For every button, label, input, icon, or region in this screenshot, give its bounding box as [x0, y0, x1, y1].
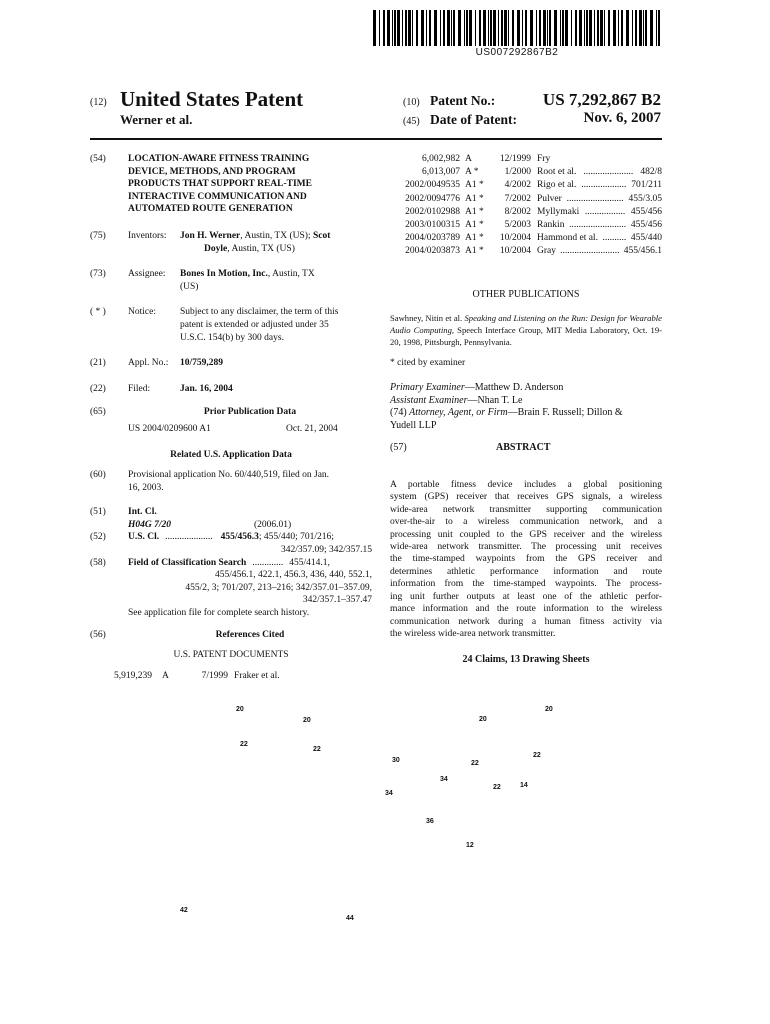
- barcode-bar: [517, 10, 520, 46]
- ref-name: Pulver: [537, 193, 562, 204]
- reference-row: [90, 670, 372, 683]
- us-cl-label: U.S. Cl.: [128, 532, 160, 543]
- primary-examiner-label: Primary Examiner: [390, 382, 465, 394]
- ref-name: Root et al.: [537, 167, 577, 178]
- reference-row: [390, 153, 662, 166]
- attorney: —Brain F. Russell; Dillon &: [507, 407, 623, 419]
- inventors-label: Inventors:: [128, 230, 167, 241]
- appl-no-value: 10/759,289: [180, 358, 224, 369]
- assignee-location: , Austin, TX: [267, 269, 315, 280]
- assistant-examiner-label: Assistant Examiner: [390, 394, 468, 406]
- barcode-bar: [493, 10, 496, 46]
- barcode-bar: [498, 10, 499, 46]
- barcode-bar: [475, 10, 476, 46]
- barcode: [373, 10, 661, 46]
- barcode-bar: [645, 10, 647, 46]
- barcode-bar: [626, 10, 629, 46]
- barcode-bar: [635, 10, 637, 46]
- field-65: [90, 406, 372, 419]
- barcode-bar: [402, 10, 403, 46]
- barcode-bar: [571, 10, 572, 46]
- ref-numeral: 22: [471, 760, 479, 767]
- field-60: [90, 469, 372, 494]
- leader-dots: ........................: [566, 193, 624, 204]
- date-label: Date of Patent:: [430, 112, 517, 127]
- ref-date: 7/2002: [504, 193, 531, 204]
- us-cl-line2: 342/357.09; 342/357.15: [280, 545, 372, 556]
- invention-title: [128, 153, 312, 216]
- field-code: (58): [90, 557, 106, 568]
- leader-dots: .........................: [560, 246, 620, 257]
- doc-code-10: (10): [403, 97, 420, 108]
- int-cl-row: [90, 519, 372, 532]
- abstract-line: communication network during a human fitness activity via: [390, 615, 662, 627]
- assignee-country: (US): [180, 281, 199, 292]
- attorney-label: Attorney, Agent, or Firm: [409, 407, 508, 419]
- inventor-name: Jon H. Werner: [180, 230, 241, 241]
- leader-dots: .....................: [583, 167, 634, 178]
- ref-date: 10/2004: [499, 233, 531, 244]
- barcode-bar: [426, 10, 427, 46]
- barcode-bar: [613, 10, 616, 46]
- reference-row: [390, 206, 662, 219]
- ref-class: 455/3.05: [628, 193, 662, 204]
- int-cl-class: H04G 7/20: [128, 519, 172, 530]
- ref-numeral: 20: [236, 706, 244, 713]
- field-code: (21): [90, 358, 106, 369]
- leader-dots: ..........: [602, 233, 627, 244]
- notice-label: Notice:: [128, 307, 156, 318]
- abstract-heading-row: [390, 442, 662, 455]
- field-code: (57): [390, 442, 407, 454]
- ref-numeral: 22: [533, 752, 541, 759]
- ref-class: 455/456.1: [623, 246, 662, 257]
- barcode-bar: [536, 10, 537, 46]
- ref-number: 2004/0203789: [405, 233, 460, 244]
- title-line: AUTOMATED ROUTE GENERATION: [128, 204, 293, 215]
- references-heading: References Cited: [215, 629, 285, 640]
- ref-kind: A: [162, 670, 169, 681]
- ref-date: 12/1999: [499, 154, 531, 164]
- barcode-bar: [447, 10, 450, 46]
- abstract-line: ing unit further outputs at least one of the athletic perfor-: [390, 590, 662, 602]
- barcode-bar: [522, 10, 523, 46]
- assistant-examiner: —Nhan T. Le: [467, 394, 523, 406]
- related-data-heading: Related U.S. Application Data: [170, 449, 292, 460]
- barcode-bar: [586, 10, 588, 46]
- inventors-short: Werner et al.: [120, 112, 193, 127]
- field-22: [90, 383, 372, 396]
- barcode-bar: [530, 10, 533, 46]
- ref-numeral: 42: [180, 907, 188, 914]
- search-field-label: Field of Classification Search: [128, 557, 247, 568]
- title-line: INTERACTIVE COMMUNICATION AND: [128, 191, 307, 202]
- ref-kind: A *: [465, 167, 479, 178]
- barcode-bar: [594, 10, 595, 46]
- reference-row: [390, 179, 662, 192]
- barcode-bar: [490, 10, 492, 46]
- barcode-bar: [383, 10, 385, 46]
- field-code: (60): [90, 470, 106, 481]
- ref-kind: A: [465, 154, 472, 164]
- field-58: [90, 557, 372, 570]
- leader-dots: ....................: [165, 532, 213, 543]
- ref-number: 2003/0100315: [405, 219, 460, 230]
- barcode-bar: [604, 10, 605, 46]
- barcode-bar: [562, 10, 564, 46]
- inventor-name: Scot: [312, 230, 331, 241]
- ref-kind: A1 *: [465, 233, 484, 244]
- barcode-bar: [621, 10, 623, 46]
- abstract-line: information from the time-stamped waypoints. The process-: [390, 578, 662, 590]
- leader-dots: .................: [584, 206, 626, 217]
- barcode-bar: [560, 10, 561, 46]
- barcode-bars: [373, 10, 661, 46]
- field-code: (51): [90, 507, 106, 518]
- barcode-bar: [451, 10, 452, 46]
- barcode-bar: [466, 10, 468, 46]
- barcode-bar: [479, 10, 481, 46]
- barcode-bar: [429, 10, 431, 46]
- ref-number: 2002/0049535: [405, 180, 460, 191]
- ref-name: Hammond et al.: [537, 233, 598, 244]
- leader-dots: ........................: [569, 219, 627, 230]
- barcode-bar: [547, 10, 548, 46]
- ref-numeral: 14: [520, 782, 528, 789]
- notice-text: [180, 306, 338, 344]
- ref-date: 7/1999: [201, 670, 228, 681]
- field-73: [90, 268, 372, 293]
- doc-code-45: (45): [403, 116, 420, 127]
- assignee-value: [180, 268, 315, 293]
- barcode-bar: [539, 10, 541, 46]
- ref-numeral: 30: [392, 757, 400, 764]
- barcode-bar: [600, 10, 603, 46]
- abstract-line: system (GPS) receiver that receives GPS signals, a wireless: [390, 491, 662, 503]
- search-field-line: 455/2, 3; 701/207, 213–216; 342/357.01–357.09,: [185, 582, 372, 593]
- barcode-bar: [440, 10, 441, 46]
- ref-name: Rigo et al.: [537, 180, 577, 191]
- field-75: [90, 230, 372, 255]
- doc-code-12: (12): [90, 97, 107, 108]
- barcode-bar: [453, 10, 455, 46]
- ref-numeral: 12: [466, 842, 474, 849]
- barcode-bar: [421, 10, 424, 46]
- ref-numeral: 22: [313, 746, 321, 753]
- ref-numeral: 36: [426, 818, 434, 825]
- barcode-bar: [397, 10, 400, 46]
- attorney-line2: Yudell LLP: [390, 419, 437, 431]
- ref-numeral: 22: [493, 784, 501, 791]
- filed-value: Jan. 16, 2004: [180, 383, 233, 394]
- inventor-location: , Austin, TX (US);: [240, 230, 313, 241]
- ref-number: 2002/0094776: [405, 193, 460, 204]
- ref-kind: A1 *: [465, 246, 484, 257]
- abstract-line: wide-area network transmitter. The processing unit receives: [390, 541, 662, 553]
- barcode-bar: [554, 10, 557, 46]
- prior-pub-heading: Prior Publication Data: [203, 407, 297, 418]
- barcode-bar: [597, 10, 599, 46]
- abstract-line: the time-stamped waypoints from the GPS receiver and: [390, 553, 662, 565]
- us-cl-primary: 455/456.3: [220, 532, 259, 543]
- barcode-bar: [387, 10, 390, 46]
- barcode-bar: [618, 10, 619, 46]
- ref-date: 4/2002: [504, 180, 531, 191]
- barcode-bar: [512, 10, 514, 46]
- abstract-line: over-the-air to a wireless communication network, and a: [390, 516, 662, 528]
- inventor-name: Doyle: [204, 243, 228, 254]
- barcode-bar: [525, 10, 527, 46]
- abstract-line: determines athletic performance information and route: [390, 565, 662, 577]
- ref-kind: A1 *: [465, 180, 484, 191]
- abstract-text: [390, 479, 662, 640]
- prior-pub-row: [90, 423, 372, 436]
- other-publications-heading: OTHER PUBLICATIONS: [472, 288, 580, 300]
- barcode-bar: [412, 10, 413, 46]
- field-21: [90, 357, 372, 370]
- field-56: [90, 629, 372, 642]
- prior-pub-date: Oct. 21, 2004: [286, 423, 338, 434]
- patent-title: United States Patent: [120, 87, 304, 111]
- ref-date: 5/2003: [504, 219, 531, 230]
- left-column: [90, 153, 372, 682]
- barcode-bar: [639, 10, 642, 46]
- title-line: LOCATION-AWARE FITNESS TRAINING: [128, 154, 310, 164]
- reference-list: [390, 153, 662, 259]
- examiners: [390, 382, 662, 432]
- field-code: (73): [90, 269, 106, 280]
- provisional-text: [128, 469, 329, 494]
- ref-name: Fraker et al.: [234, 670, 280, 681]
- barcode-bar: [508, 10, 509, 46]
- barcode-bar: [656, 10, 657, 46]
- ref-numeral: 44: [346, 915, 354, 922]
- provisional-line: Provisional application No. 60/440,519, filed on Jan.: [128, 470, 330, 481]
- barcode-bar: [434, 10, 437, 46]
- barcode-bar: [584, 10, 585, 46]
- field-54: [90, 153, 372, 216]
- patent-date: Nov. 6, 2007: [583, 110, 661, 126]
- field-code: (52): [90, 532, 106, 543]
- abstract-line: A portable fitness device includes a global positioning: [390, 479, 662, 491]
- notice-line: Subject to any disclaimer, the term of this: [180, 307, 339, 318]
- ref-class: 701/211: [631, 180, 662, 191]
- barcode-bar: [458, 10, 461, 46]
- ref-number: 6,002,982: [422, 154, 460, 164]
- field-52: [90, 531, 372, 544]
- barcode-bar: [483, 10, 486, 46]
- barcode-bar: [650, 10, 653, 46]
- leader-dots: .............: [252, 557, 284, 568]
- ref-numeral: 22: [240, 741, 248, 748]
- barcode-bar: [608, 10, 610, 46]
- abstract-line: mance information and the route information to the wireless: [390, 603, 662, 615]
- ref-class: 455/456: [630, 206, 662, 217]
- reference-row: [390, 245, 662, 258]
- ref-numeral: 34: [385, 790, 393, 797]
- ref-name: Myllymaki: [537, 206, 580, 217]
- notice-line: U.S.C. 154(b) by 300 days.: [180, 332, 284, 343]
- ref-kind: A1 *: [465, 219, 484, 230]
- representative-figure: [0, 695, 770, 1024]
- patent-number: US 7,292,867 B2: [542, 90, 661, 109]
- notice-line: patent is extended or adjusted under 35: [180, 319, 329, 330]
- us-patent-docs-heading: U.S. PATENT DOCUMENTS: [173, 650, 289, 661]
- ref-numeral: 20: [303, 717, 311, 724]
- reference-row: [390, 232, 662, 245]
- us-cl-secondary: ; 455/440; 701/216;: [258, 532, 334, 543]
- reference-row: [390, 193, 662, 206]
- field-code: ( * ): [90, 307, 106, 318]
- ref-date: 10/2004: [499, 246, 531, 257]
- barcode-bar: [443, 10, 445, 46]
- barcode-bar: [575, 10, 577, 46]
- search-field-line: 455/414.1,: [289, 557, 330, 568]
- barcode-bar: [379, 10, 380, 46]
- reference-row: [390, 166, 662, 179]
- barcode-bar: [543, 10, 546, 46]
- barcode-bar: [565, 10, 568, 46]
- ref-kind: A1 *: [465, 193, 484, 204]
- reference-row: [390, 219, 662, 232]
- title-line: DEVICE, METHODS, AND PROGRAM: [128, 166, 296, 177]
- ref-numeral: 34: [440, 776, 448, 783]
- filed-label: Filed:: [128, 383, 151, 394]
- barcode-bar: [469, 10, 472, 46]
- ref-numeral: 20: [479, 716, 487, 723]
- provisional-line: 16, 2003.: [128, 482, 164, 493]
- int-cl-year: (2006.01): [254, 519, 292, 530]
- barcode-bar: [416, 10, 418, 46]
- right-column: [390, 153, 662, 667]
- ref-name: Gray: [537, 246, 556, 257]
- assignee-name: Bones In Motion, Inc.: [180, 269, 268, 280]
- ref-class: 482/8: [640, 167, 662, 178]
- field-code: (22): [90, 383, 106, 394]
- barcode-bar: [579, 10, 582, 46]
- field-code: (65): [90, 407, 106, 418]
- ref-number: 2004/0203873: [405, 246, 460, 257]
- barcode-bar: [405, 10, 407, 46]
- appl-no-label: Appl. No.:: [128, 358, 169, 369]
- barcode-number: US007292867B2: [475, 47, 559, 58]
- claims-summary: 24 Claims, 13 Drawing Sheets: [462, 654, 590, 666]
- cited-by-examiner: * cited by examiner: [390, 358, 466, 369]
- barcode-bar: [501, 10, 503, 46]
- pub-title: Speaking and Listening on the Run: Design for Wearable Audio Computing: [390, 313, 662, 335]
- primary-examiner: —Matthew D. Anderson: [464, 382, 564, 394]
- barcode-bar: [632, 10, 633, 46]
- barcode-bar: [658, 10, 660, 46]
- ref-date: 1/2000: [504, 167, 531, 178]
- ref-class: 455/456: [630, 219, 662, 230]
- ref-kind: A1 *: [465, 206, 484, 217]
- ref-numeral: 20: [545, 706, 553, 713]
- ref-number: 6,013,007: [422, 167, 460, 178]
- barcode-bar: [643, 10, 644, 46]
- abstract-heading: ABSTRACT: [496, 442, 551, 454]
- title-line: PRODUCTS THAT SUPPORT REAL-TIME: [128, 179, 312, 190]
- field-code: (56): [90, 629, 106, 640]
- patent-no-label: Patent No.:: [430, 93, 496, 108]
- barcode-bar: [394, 10, 396, 46]
- ref-name: Fry: [537, 154, 551, 164]
- barcode-bar: [392, 10, 393, 46]
- barcode-bar: [464, 10, 465, 46]
- barcode-bar: [504, 10, 507, 46]
- ref-date: 8/2002: [504, 206, 531, 217]
- ref-class: 455/440: [630, 233, 662, 244]
- search-history-note: See application file for complete search history.: [128, 608, 310, 619]
- header-rule: [90, 138, 662, 140]
- leader-dots: [550, 153, 662, 166]
- field-notice: [90, 306, 372, 344]
- field-code: (54): [90, 154, 106, 164]
- barcode-bar: [373, 10, 376, 46]
- abstract-line: processing unit coupled to the GPS receiver and the wireless: [390, 528, 662, 540]
- barcode-bar: [408, 10, 411, 46]
- field-code: (74): [390, 407, 407, 419]
- search-field-line: 342/357.1–357.47: [302, 595, 372, 606]
- barcode-bar: [549, 10, 551, 46]
- barcode-bar: [589, 10, 592, 46]
- field-code: (75): [90, 230, 106, 241]
- other-publication: [390, 313, 662, 348]
- ref-name: Rankin: [537, 219, 565, 230]
- ref-number: 5,919,239: [114, 670, 152, 681]
- inventors-value: [180, 230, 330, 255]
- abstract-line: the wireless wide-area network transmitter.: [390, 627, 556, 639]
- pub-authors: Sawhney, Nitin et al.: [390, 313, 465, 324]
- leader-dots: ...................: [581, 180, 627, 191]
- inventor-location: , Austin, TX (US): [227, 243, 295, 254]
- assignee-label: Assignee:: [128, 269, 166, 280]
- int-cl-label: Int. Cl.: [128, 507, 157, 518]
- ref-number: 2002/0102988: [405, 206, 460, 217]
- prior-pub-number: US 2004/0209600 A1: [128, 423, 211, 434]
- search-field-line: 455/456.1, 422.1, 456.3, 436, 440, 552.1,: [214, 570, 372, 581]
- barcode-bar: [488, 10, 489, 46]
- abstract-line: wide-area network transmitter supporting communication: [390, 503, 662, 515]
- pub-details: , Speech Interface Group, MIT Media Laboratory, Oct. 19-20, 1998, Pittsburgh, Pennsylvania.: [390, 324, 662, 347]
- field-51: [90, 506, 372, 519]
